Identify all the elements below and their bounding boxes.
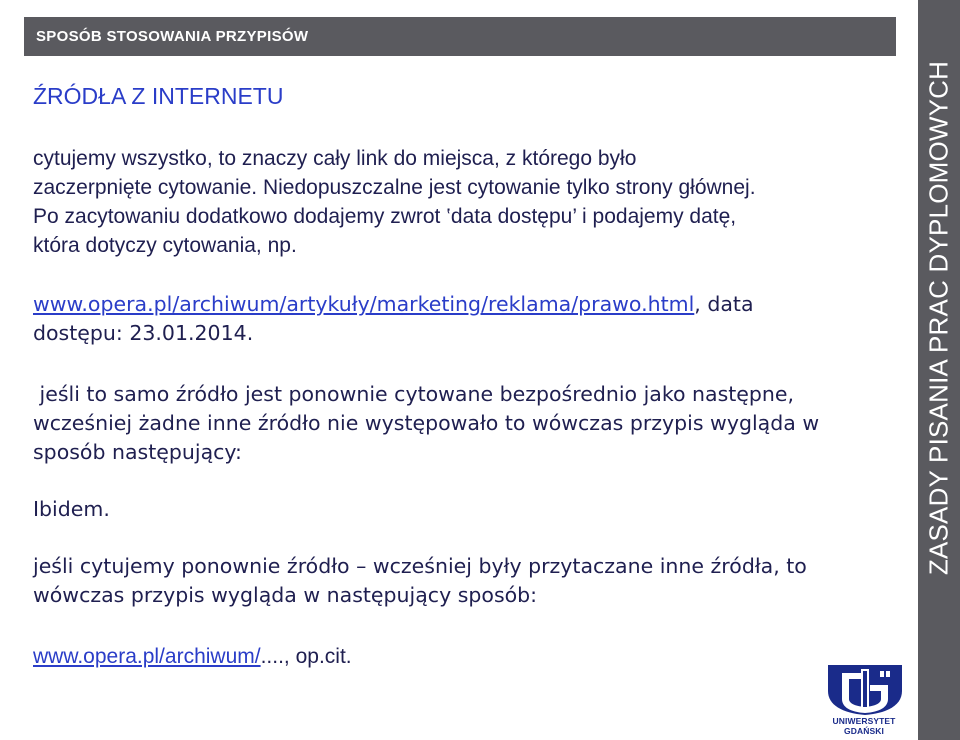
university-logo-label: UNIWERSYTET GDAŃSKI [832,716,896,736]
text-line: Po zacytowaniu dodatkowo dodajemy zwrot ‛data dostępu’ i podajemy datę, [33,205,737,228]
text-line: wcześniej żadne inne źródło nie występowało to wówczas przypis wygląda w [33,411,820,435]
text-line: dostępu: 23.01.2014. [33,321,254,345]
sidebar-banner [918,0,960,740]
text-line: wówczas przypis wygląda w następujący sposób: [33,583,538,607]
slide-title-bar [24,17,896,56]
paragraph-internet-sources [33,144,903,260]
text-line: zaczerpnięte cytowanie. Niedopuszczalne jest cytowanie tylko strony głównej. [33,176,756,199]
example-url-link[interactable]: www.opera.pl/archiwum/artykuły/marketing/reklama/prawo.html [33,292,695,316]
text-line: jeśli cytujemy ponownie źródło – wcześniej były przytaczane inne źródła, to [33,554,807,578]
paragraph-opcit-rule [33,552,903,610]
paragraph-example-link [33,290,903,348]
slide-content [33,82,903,671]
opcit-url-link[interactable]: www.opera.pl/archiwum/ [33,645,261,668]
text-line: która dotyczy cytowania, np. [33,234,297,257]
slide-title: SPOSÓB STOSOWANIA PRZYPISÓW [36,28,309,45]
ibidem-example: Ibidem. [33,497,110,521]
opcit-example [33,642,903,671]
text-line: jeśli to samo źródło jest ponownie cytowane bezpośrednio jako następne, [33,382,795,406]
text-line: cytujemy wszystko, to znaczy cały link do miejsca, z którego było [33,147,637,170]
text-line: sposób następujący: [33,440,242,464]
text-fragment: ...., op.cit. [260,645,352,668]
section-heading: ŹRÓDŁA Z INTERNETU [33,83,284,109]
text-fragment: , data [694,292,754,316]
paragraph-ibidem-rule [33,380,903,467]
sidebar-vertical-title: ZASADY PISANIA PRAC DYPLOMOWYCH [923,60,954,576]
